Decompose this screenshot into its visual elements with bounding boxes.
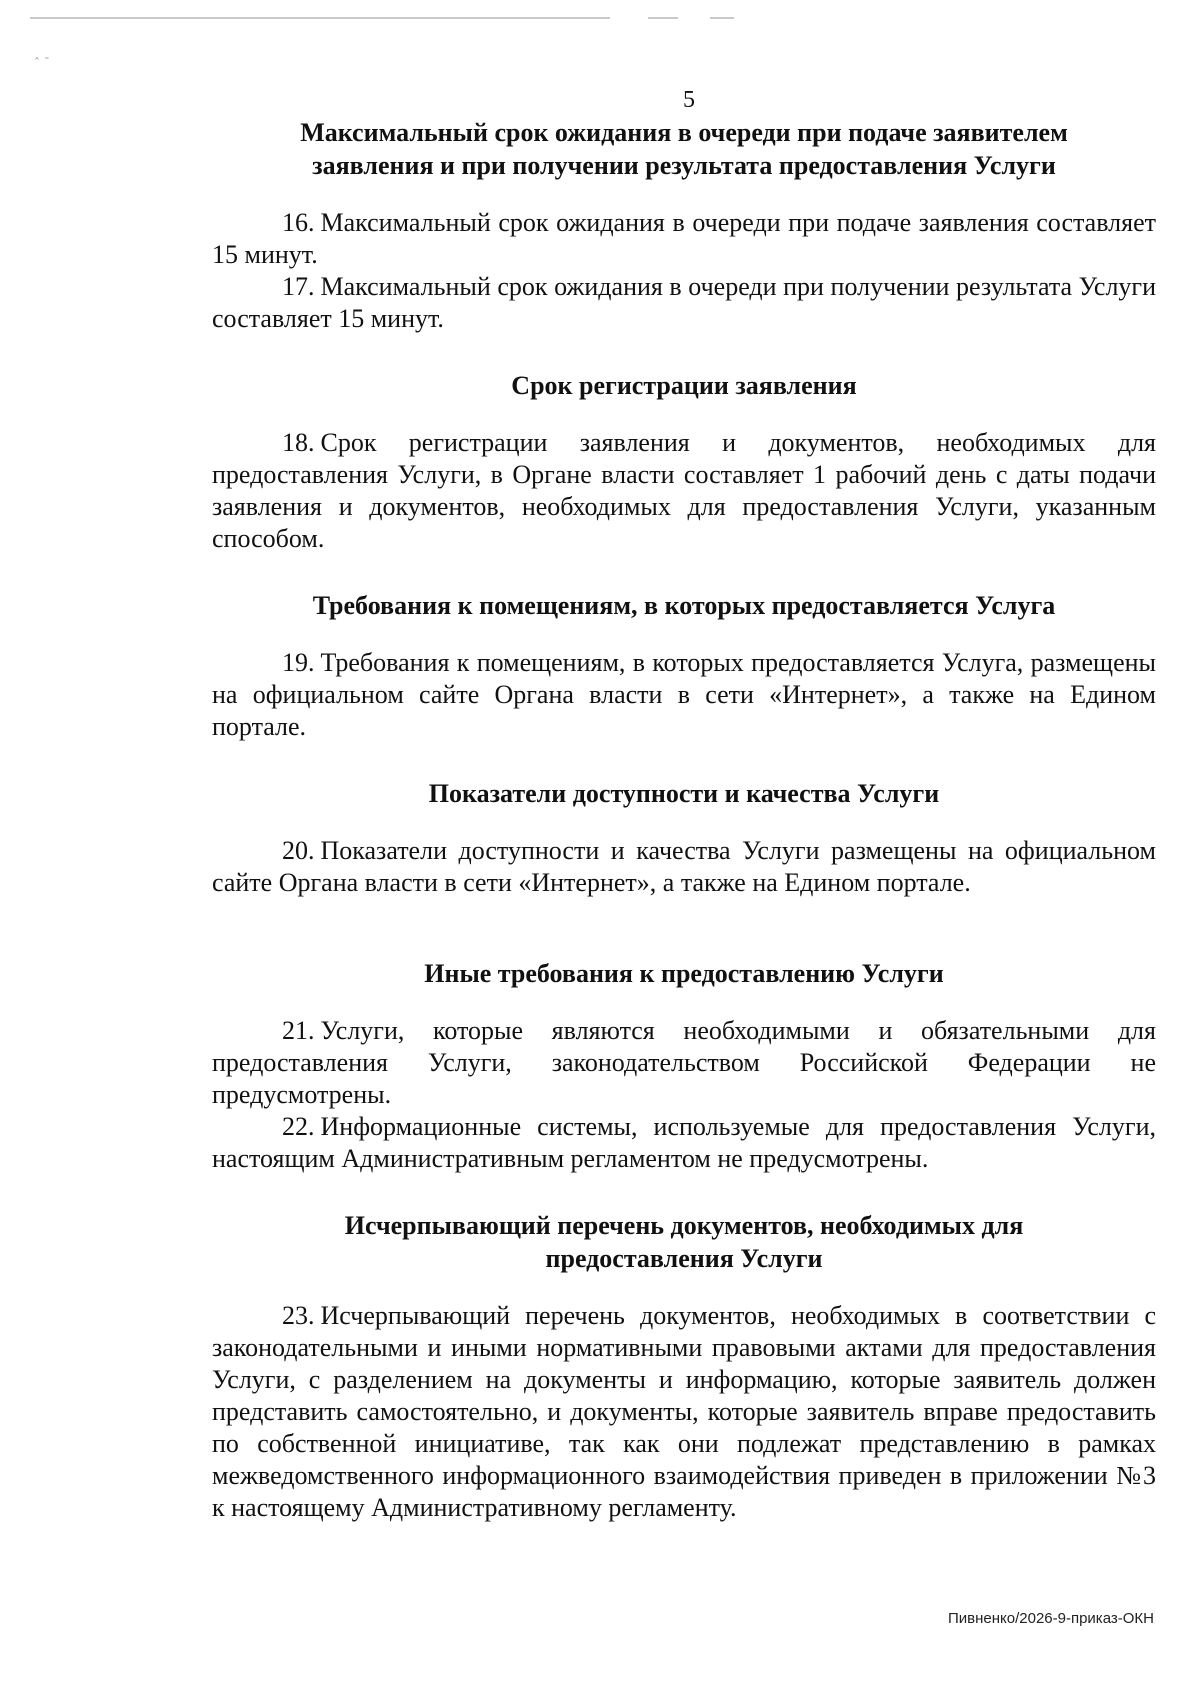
document-reference-footer: Пивненко/2026-9-приказ-ОКН	[947, 1610, 1154, 1627]
paragraph-number: 16.	[282, 208, 315, 237]
paragraph-number: 22.	[282, 1112, 315, 1141]
scan-artifact-line	[648, 17, 678, 19]
document-page	[212, 86, 1156, 1524]
section-heading	[212, 1209, 1156, 1275]
paragraph-text: Информационные системы, используемые для предоставления Услуги, настоящим Административным регламентом не предусмотрены.	[212, 1112, 1156, 1173]
heading-line: Иные требования к предоставлению Услуги	[424, 959, 944, 988]
paragraph-text: Требования к помещениям, в которых предоставляется Услуга, размещены на официальном сайте Органа власти в сети «Интернет», а также на Едином портале.	[212, 648, 1156, 741]
paragraph-number: 17.	[282, 272, 315, 301]
paragraph-text: Максимальный срок ожидания в очереди при получении результата Услуги составляет 15 минут.	[212, 272, 1156, 333]
paragraph-number: 21.	[282, 1016, 315, 1045]
scan-artifact-line	[710, 17, 734, 19]
heading-line: Требования к помещениям, в которых предоставляется Услуга	[312, 591, 1056, 620]
paragraph-text: Услуги, которые являются необходимыми и обязательными для предоставления Услуги, законодательством Российской Федерации не предусмотрены.	[212, 1016, 1156, 1109]
section-heading	[212, 777, 1156, 810]
section-heading	[212, 957, 1156, 990]
scan-artifact-line	[30, 17, 610, 19]
section	[212, 589, 1156, 743]
section	[212, 1209, 1156, 1524]
heading-line: Исчерпывающий перечень документов, необходимых для	[344, 1211, 1024, 1240]
heading-line: Максимальный срок ожидания в очереди при подаче заявителем	[300, 118, 1068, 147]
paragraph	[212, 647, 1156, 743]
paragraph	[212, 207, 1156, 271]
paragraph	[212, 835, 1156, 899]
section-heading	[212, 116, 1156, 182]
paragraph	[212, 271, 1156, 335]
heading-line: заявления и при получении результата предоставления Услуги	[312, 151, 1056, 180]
scan-artifact-mark: ˆ ˉ	[34, 56, 50, 70]
paragraph-number: 19.	[282, 648, 315, 677]
section	[212, 777, 1156, 899]
paragraph-number: 18.	[282, 428, 315, 457]
section	[212, 369, 1156, 555]
paragraph-text: Исчерпывающий перечень документов, необходимых в соответствии с законодательными и иными нормативными правовыми актами для предоставления Услуги, с разделением на документы и информацию, которые заявитель должен представить самостоятельно, и документы, которые заявитель вправе предоставить по собственной инициативе, так как они подлежат представлению в рамках межведомственного информационного взаимодействия приведен в приложении №3 к настоящему Административному регламенту.	[212, 1301, 1156, 1522]
heading-line: Показатели доступности и качества Услуги	[428, 779, 940, 808]
paragraph-number: 20.	[282, 836, 315, 865]
paragraph-text: Показатели доступности и качества Услуги размещены на официальном сайте Органа власти в сети «Интернет», а также на Едином портале.	[212, 836, 1156, 897]
paragraph-number: 23.	[282, 1301, 315, 1330]
page-number: 5	[683, 87, 695, 113]
section	[212, 957, 1156, 1175]
section	[212, 116, 1156, 335]
section-heading	[212, 589, 1156, 622]
paragraph	[212, 1015, 1156, 1111]
heading-line: Срок регистрации заявления	[511, 371, 857, 400]
paragraph-text: Срок регистрации заявления и документов, необходимых для предоставления Услуги, в Органе власти составляет 1 рабочий день с даты подачи заявления и документов, необходимых для предоставления Услуги, указанным способом.	[212, 428, 1156, 553]
section-heading	[212, 369, 1156, 402]
paragraph-text: Максимальный срок ожидания в очереди при подаче заявления составляет 15 минут.	[212, 208, 1156, 269]
heading-line: предоставления Услуги	[545, 1244, 823, 1273]
paragraph	[212, 427, 1156, 555]
paragraph	[212, 1111, 1156, 1175]
paragraph	[212, 1300, 1156, 1524]
